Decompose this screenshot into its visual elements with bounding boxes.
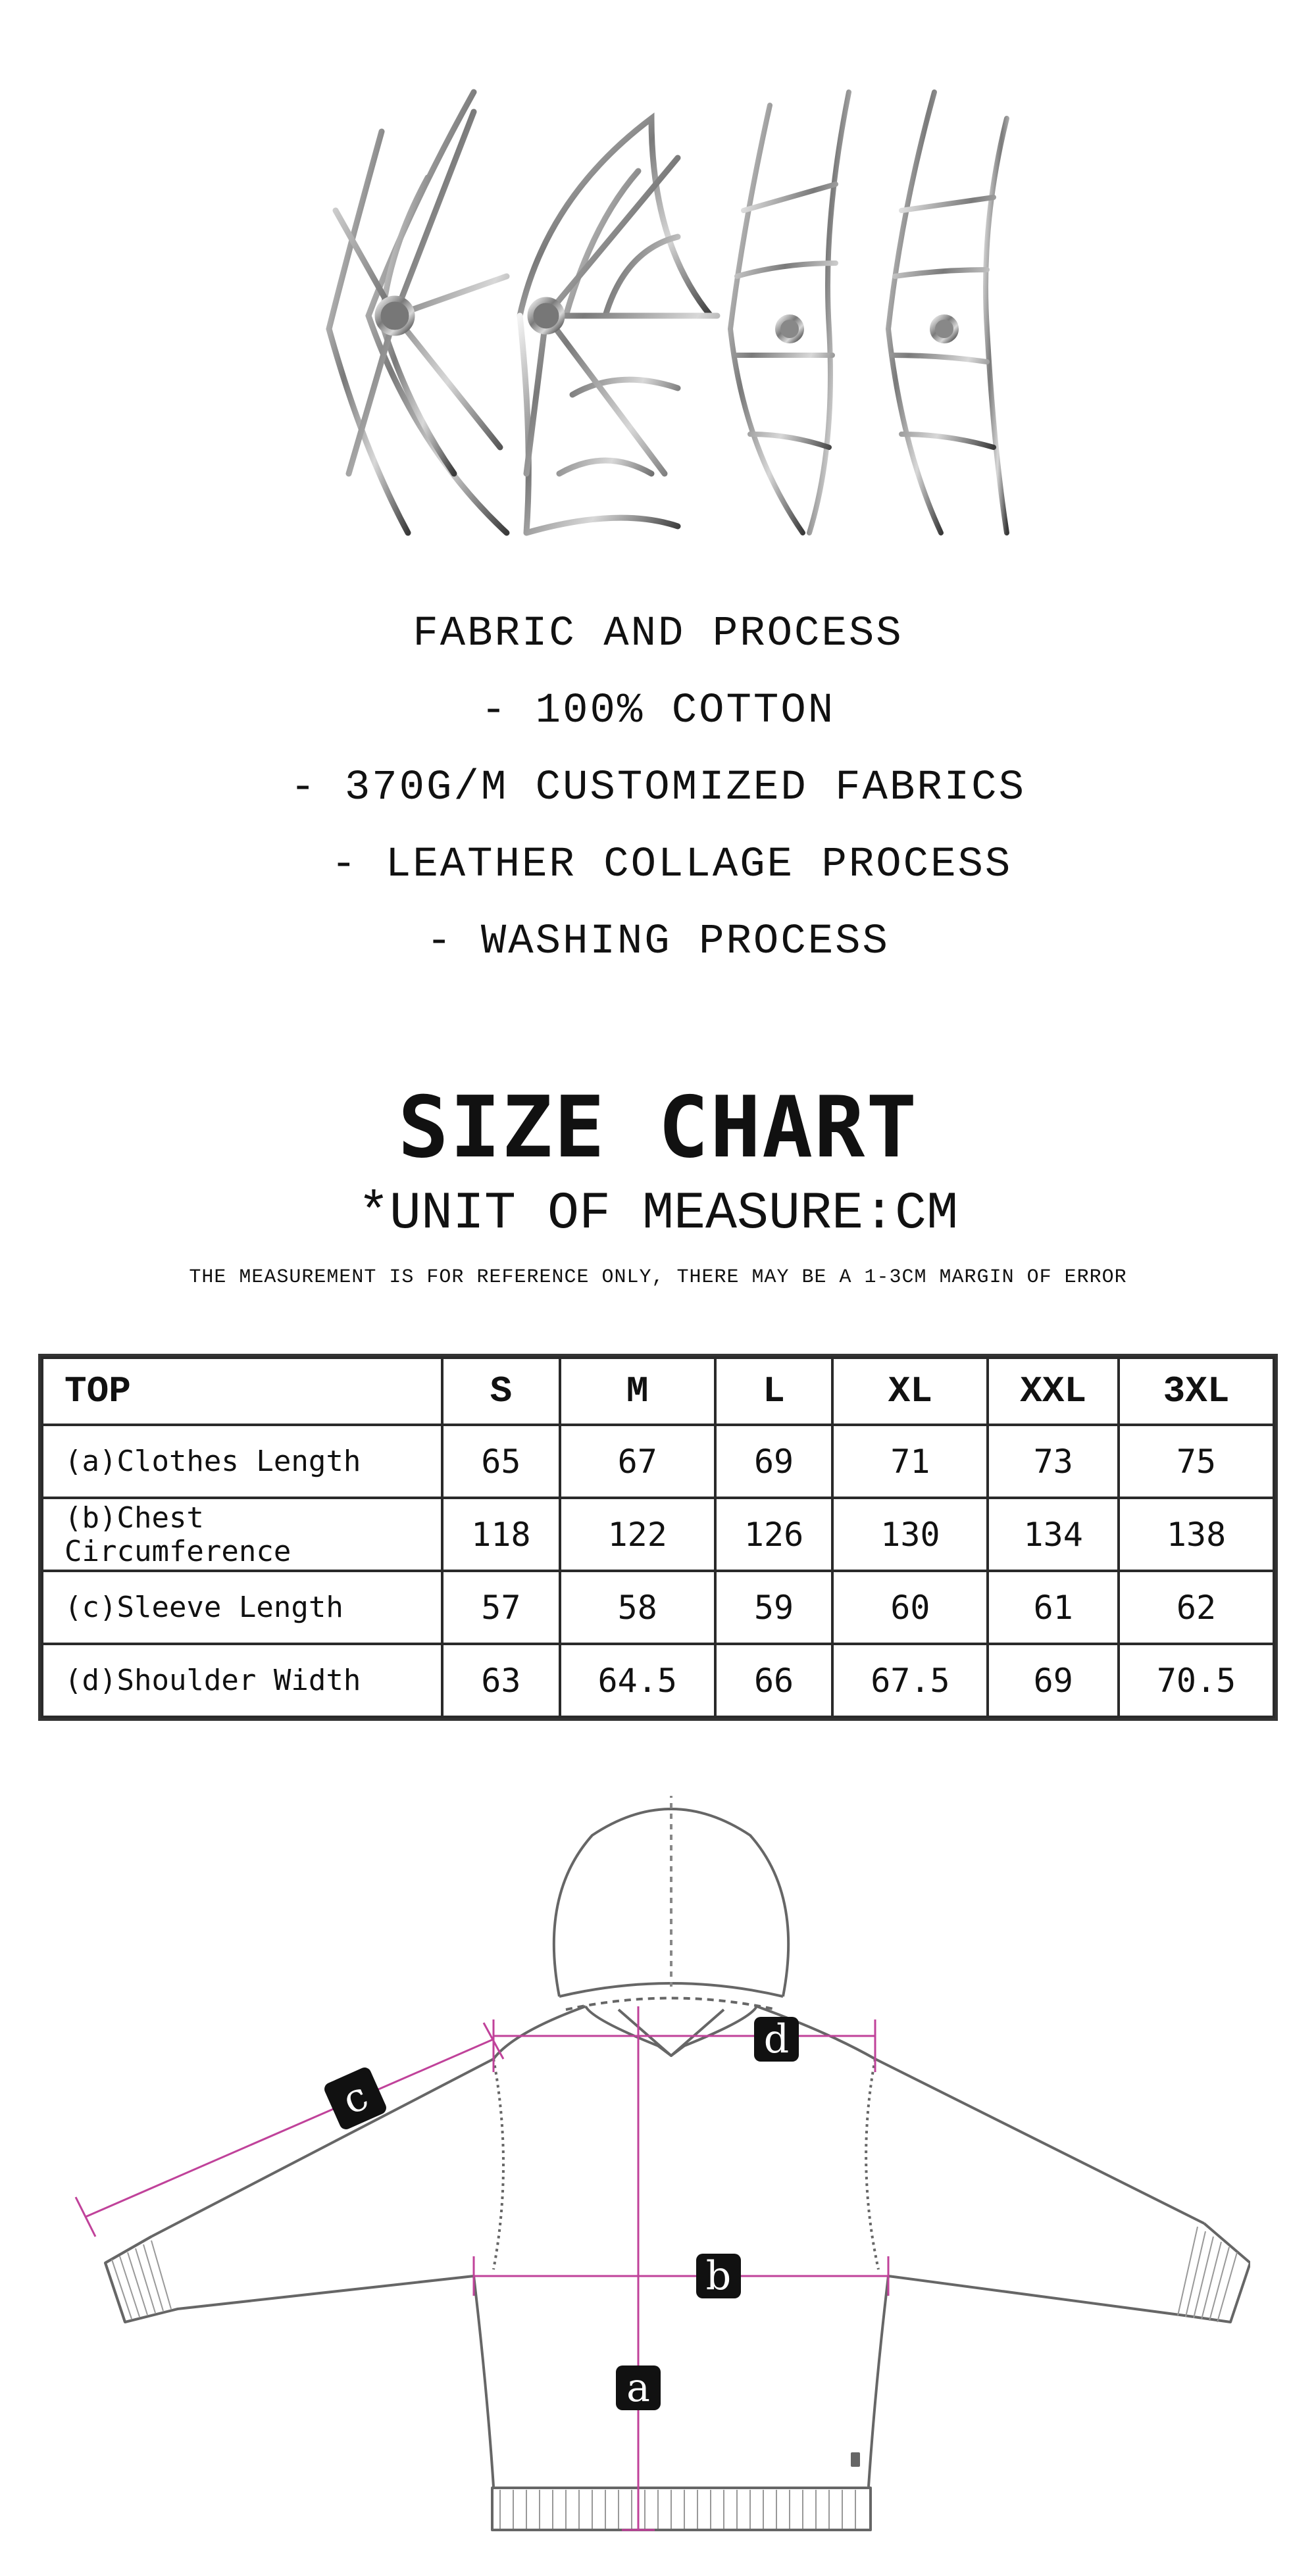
table-cell: 70.5 [1119, 1644, 1274, 1717]
header-size-3xl: 3XL [1119, 1358, 1274, 1425]
measurement-note: THE MEASUREMENT IS FOR REFERENCE ONLY, THERE MAY BE A 1-3CM MARGIN OF ERROR [189, 1266, 1127, 1289]
table-cell: 65 [442, 1425, 560, 1498]
table-cell: 73 [988, 1425, 1119, 1498]
table-cell: 69 [988, 1644, 1119, 1717]
row-label-chest-circumference: (b)Chest Circumference [42, 1498, 442, 1571]
table-cell: 67.5 [832, 1644, 988, 1717]
measurement-lines [76, 2006, 888, 2530]
fabric-line-washing: - WASHING PROCESS [426, 918, 890, 966]
table-cell: 138 [1119, 1498, 1274, 1571]
spider-web-3 [730, 92, 849, 533]
fabric-line-fabrics: - 370G/M CUSTOMIZED FABRICS [290, 764, 1026, 812]
fabric-title: FABRIC AND PROCESS [413, 610, 903, 658]
table-cell: 71 [832, 1425, 988, 1498]
table-row [42, 1498, 1274, 1571]
measure-label-d [754, 2016, 799, 2062]
table-cell: 126 [715, 1498, 833, 1571]
svg-text:c: c [336, 2073, 375, 2124]
table-header-row [42, 1358, 1274, 1425]
unit-of-measure: *UNIT OF MEASURE:CM [357, 1184, 959, 1244]
header-size-xl: XL [832, 1358, 988, 1425]
table-cell: 67 [560, 1425, 715, 1498]
svg-text:d: d [763, 2016, 790, 2062]
header-size-l: L [715, 1358, 833, 1425]
table-cell: 64.5 [560, 1644, 715, 1717]
table-cell: 66 [715, 1644, 833, 1717]
header-top: TOP [42, 1358, 442, 1425]
measure-line-a [622, 2006, 655, 2530]
spider-web-2 [520, 118, 717, 533]
table-row [42, 1571, 1274, 1644]
hoodie-outline [105, 1796, 1250, 2530]
table-row [42, 1425, 1274, 1498]
measure-line-b [474, 2256, 888, 2296]
table-cell: 122 [560, 1498, 715, 1571]
fabric-line-cotton: - 100% COTTON [480, 687, 836, 735]
table-cell: 134 [988, 1498, 1119, 1571]
table-cell: 59 [715, 1571, 833, 1644]
measure-line-c [76, 2023, 503, 2237]
hoodie-diagram [66, 1796, 1250, 2533]
table-cell: 69 [715, 1425, 833, 1498]
spider-web-graphics [309, 79, 1013, 539]
measure-label-b [696, 2253, 741, 2299]
table-cell: 75 [1119, 1425, 1274, 1498]
table-cell: 118 [442, 1498, 560, 1571]
table-cell: 60 [832, 1571, 988, 1644]
table-row [42, 1644, 1274, 1717]
header-size-s: S [442, 1358, 560, 1425]
size-chart-title: SIZE CHART [397, 1079, 919, 1177]
table-cell: 61 [988, 1571, 1119, 1644]
spider-web-4 [888, 92, 1007, 533]
svg-text:a: a [626, 2365, 650, 2411]
row-label-shoulder-width: (d)Shoulder Width [42, 1644, 442, 1717]
table-cell: 57 [442, 1571, 560, 1644]
measure-label-a [616, 2365, 661, 2411]
size-table [41, 1356, 1275, 1718]
spider-web-1 [329, 92, 507, 533]
svg-text:b: b [705, 2253, 732, 2299]
header-size-m: M [560, 1358, 715, 1425]
table-cell: 63 [442, 1644, 560, 1717]
table-cell: 62 [1119, 1571, 1274, 1644]
table-cell: 130 [832, 1498, 988, 1571]
header-size-xxl: XXL [988, 1358, 1119, 1425]
table-cell: 58 [560, 1571, 715, 1644]
row-label-clothes-length: (a)Clothes Length [42, 1425, 442, 1498]
row-label-sleeve-length: (c)Sleeve Length [42, 1571, 442, 1644]
fabric-line-leather: - LEATHER COLLAGE PROCESS [303, 841, 1013, 889]
cuff-ribbing [112, 2227, 1237, 2529]
measure-label-c [322, 2066, 388, 2131]
